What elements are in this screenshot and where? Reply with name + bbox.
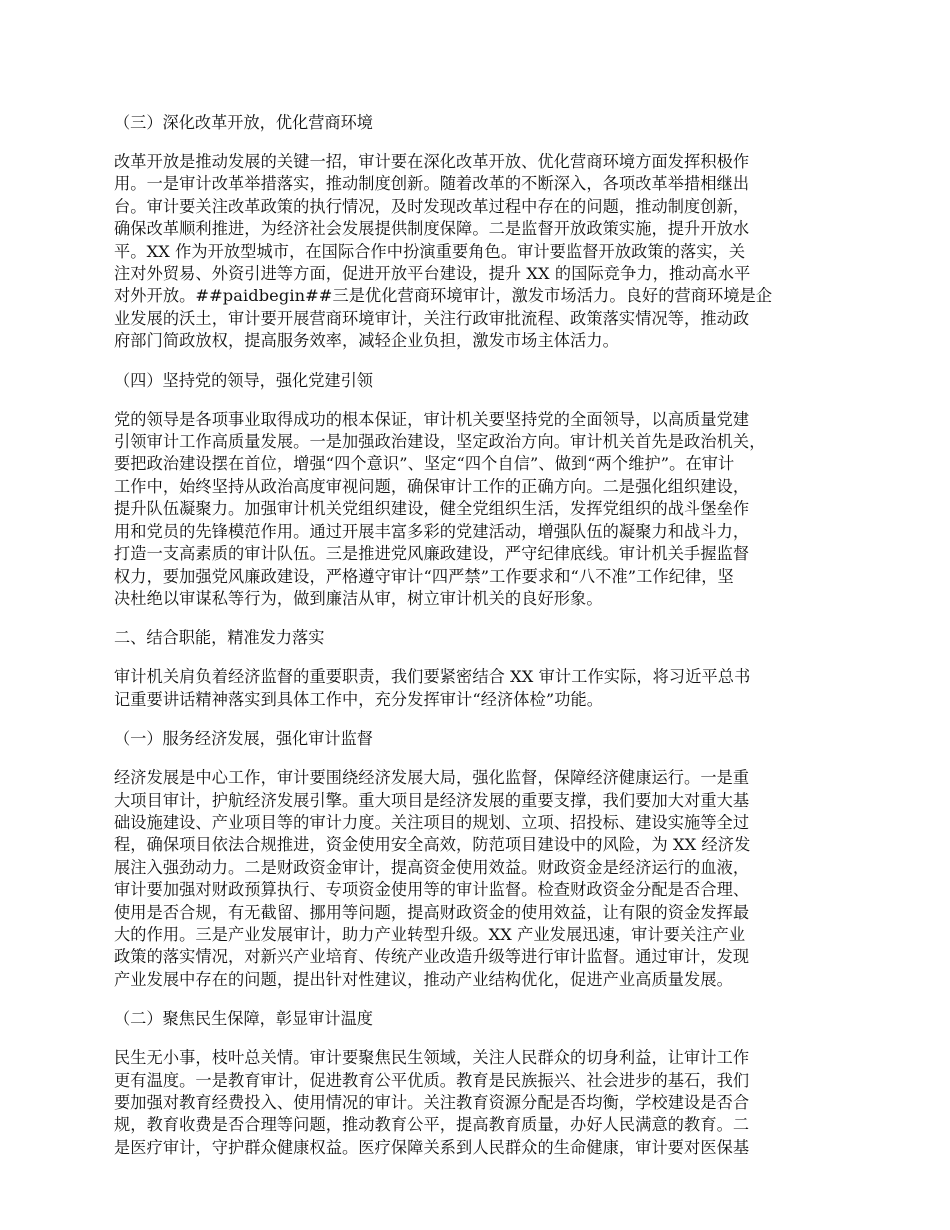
text-line: 用和党员的先锋模范作用。通过开展丰富多彩的党建活动，增强队伍的凝聚力和战斗力， [114,521,750,541]
text-line: 要加强对教育经费投入、使用情况的审计。关注教育资源分配是否均衡，学校建设是否合 [114,1093,750,1112]
text-line: 注对外贸易、外资引进等方面，促进开放平台建设，提升 XX 的国际竞争力，推动高水平 [114,264,751,284]
text-line: 展注入强劲动力。二是财政资金审计，提高资金使用效益。财政资金是经济运行的血液， [114,857,750,877]
text-line: 府部门简政放权，提高服务效率，减轻企业负担，激发市场主体活力。 [114,331,619,351]
chapter-heading-2: 二、结合职能，精准发力落实 [114,628,325,648]
text-line: 民生无小事，枝叶总关情。审计要聚焦民生领域，关注人民群众的切身利益，让审计工作 [114,1048,750,1068]
text-line: 权力，要加强党风廉政建设，严格遵守审计“四严禁”工作要求和“八不准”工作纪律，坚 [114,566,734,586]
text-line: 程，确保项目依法合规推进，资金使用安全高效，防范项目建设中的风险，为 XX 经济发 [114,835,751,855]
text-line: 提升队伍凝聚力。加强审计机关党组织建设，健全党组织生活，发挥党组织的战斗堡垒作 [114,499,750,519]
section-heading-3: （三）深化改革开放，优化营商环境 [114,113,373,132]
text-line: 础设施建设、产业项目等的审计力度。关注项目的规划、立项、招投标、建设实施等全过 [114,812,750,832]
section-heading-1: （一）服务经济发展，强化审计监督 [114,729,373,749]
text-line: 更有温度。一是教育审计，促进教育公平优质。教育是民族振兴、社会进步的基石，我们 [114,1070,750,1090]
text-line: 审计要加强对财政预算执行、专项资金使用等的审计监督。检查财政资金分配是否合理、 [114,880,750,900]
text-line: 确保改革顺利推进，为经济社会发展提供制度保障。二是监督开放政策实施，提升开放水 [114,219,750,239]
text-line: 台。审计要关注改革政策的执行情况，及时发现改革过程中存在的问题，推动制度创新， [114,196,750,216]
text-line: 打造一支高素质的审计队伍。三是推进党风廉政建设，严守纪律底线。审计机关手握监督 [114,544,750,564]
paragraph-party-leadership [114,409,838,611]
text-line: 大的作用。三是产业发展审计，助力产业转型升级。XX 产业发展迅速，审计要关注产业 [114,924,746,944]
document-page [114,112,838,1176]
text-line: 业发展的沃土，审计要开展营商环境审计，关注行政审批流程、政策落实情况等，推动政 [114,308,750,328]
text-line: 经济发展是中心工作，审计要围绕经济发展大局，强化监督，保障经济健康运行。一是重 [114,768,750,788]
paragraph-reform [114,151,838,353]
paragraph-audit-duty [114,666,838,711]
text-line: 使用是否合规，有无截留、挪用等问题，提高财政资金的使用效益，让有限的资金发挥最 [114,902,750,922]
text-line: 对外开放。##paidbegin##三是优化营商环境审计，激发市场活力。良好的营商环境是企 [114,286,773,306]
text-line: 产业发展中存在的问题，提出针对性建议，推动产业结构优化，促进产业高质量发展。 [114,969,733,989]
text-line: 党的领导是各项事业取得成功的根本保证，审计机关要坚持党的全面领导，以高质量党建 [114,409,750,429]
text-line: 政策的落实情况，对新兴产业培育、传统产业改造升级等进行审计监督。通过审计，发现 [114,947,750,967]
text-line: 记重要讲话精神落实到具体工作中，充分发挥审计“经济体检”功能。 [114,689,604,709]
text-line: 规，教育收费是否合理等问题，推动教育公平，提高教育质量，办好人民满意的教育。二 [114,1115,750,1135]
text-line: 工作中，始终坚持从政治高度审视问题，确保审计工作的正确方向。二是强化组织建设， [114,476,750,496]
text-line: 审计机关肩负着经济监督的重要职责，我们要紧密结合 XX 审计工作实际，将习近平总书 [114,667,751,687]
paragraph-economic-development [114,767,838,991]
text-line: 引领审计工作高质量发展。一是加强政治建设，坚定政治方向。审计机关首先是政治机关， [114,432,766,452]
text-line: 要把政治建设摆在首位，增强“四个意识”、坚定“四个自信”、做到“两个维护”。在审计 [114,454,735,474]
paragraph-livelihood [114,1047,838,1159]
section-heading-2: （二）聚焦民生保障，彰显审计温度 [114,1009,373,1029]
section-heading-4: （四）坚持党的领导，强化党建引领 [114,370,373,390]
text-line: 平。XX 作为开放型城市，在国际合作中扮演重要角色。审计要监督开放政策的落实，关 [114,241,746,261]
text-line: 用。一是审计改革举措落实，推动制度创新。随着改革的不断深入，各项改革举措相继出 [114,174,750,194]
text-line: 决杜绝以审谋私等行为，做到廉洁从审，树立审计机关的良好形象。 [114,588,603,608]
text-line: 大项目审计，护航经济发展引擎。重大项目是经济发展的重要支撑，我们要加大对重大基 [114,790,750,810]
text-line: 改革开放是推动发展的关键一招，审计要在深化改革开放、优化营商环境方面发挥积极作 [114,152,750,171]
text-line: 是医疗审计，守护群众健康权益。医疗保障关系到人民群众的生命健康，审计要对医保基 [114,1137,750,1157]
